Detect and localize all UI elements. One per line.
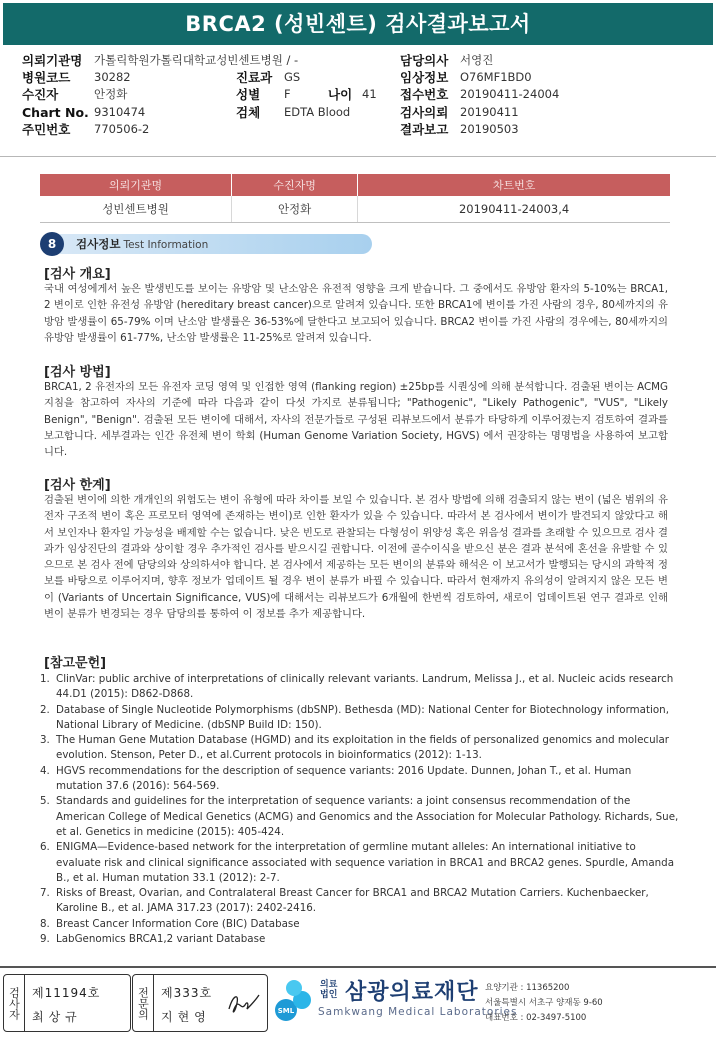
header-divider (0, 156, 716, 157)
report-header (22, 52, 702, 138)
ribbon-icon: 8 (40, 232, 64, 256)
specialist-signature-box (132, 974, 268, 1032)
table-cell: 20190411-24003,4 (358, 196, 670, 223)
signature-scribble (225, 989, 261, 1019)
label-test-requested: 검사의뢰 (400, 104, 449, 120)
org-name-en: Samkwang Medical Laboratories (318, 1006, 518, 1018)
label-result-report: 결과보고 (400, 121, 449, 137)
banner-label-ko: 검사정보 (76, 237, 121, 251)
section-heading-method: [검사 방법] (44, 365, 111, 380)
inspector-vertical-label: 검사자 (4, 975, 25, 1031)
org-type: 의료법인 (320, 980, 338, 1000)
label-hospital-code: 병원코드 (22, 70, 71, 86)
org-info-line: 요양기관 : 11365200 (485, 983, 570, 993)
inspector-signature-box (3, 974, 131, 1032)
section-body-overview: 국내 여성에게서 높은 발생빈도를 보이는 유방암 및 난소암은 유전적 영향을 크게 받습니다. 그 중에서도 유방암 환자의 5-10%는 BRCA1, 2 변이로 인한 유전성 유방암 (hereditary breast cancer)으로 알려져 있습니다. 또한 BRCA1에 변이를 가진 사람의 경우, 80세까지의 유방암 발생률이 65-79% 이며 난소암 발생률은 36-53%에 달한다고 보고되어 있습니다. BRCA2 변이를 가진 사람의 경우에는, 80세까지의 유방암 발생률이 61-77%, 난소암 발생률은 11-25%로 알려져 있습니다. (44, 283, 668, 344)
label-age: 나이 (328, 87, 353, 103)
table-cell: 성빈센트병원 (40, 196, 232, 223)
value-resident-number: 770506-2 (94, 121, 150, 136)
label-resident-number: 주민번호 (22, 121, 71, 137)
value-receipt-number: 20190411-24004 (460, 87, 560, 102)
label-patient: 수진자 (22, 87, 59, 103)
list-item: 4. HGVS recommendations for the description of sequence variants: 2016 Update. Dunnen, Johan T., et al. Human mutation 37.6 (2016): 564-569. (40, 764, 632, 793)
label-specimen: 검체 (236, 104, 261, 120)
section-heading-overview: [검사 개요] (44, 267, 111, 282)
value-age: 41 (362, 87, 377, 102)
inspector-name: 최상규 (32, 1010, 82, 1024)
label-department: 진료과 (236, 70, 273, 86)
list-item: 6. ENIGMA—Evidence-based network for the interpretation of germline mutant alleles: An international initiative to evaluate risk and clinical significance associated with sequence variation in BRCA1 and BRCA2 genes. Spurdle, Amanda B., et al. Human mutation 33.1 (2012): 2-7. (40, 841, 675, 884)
section-body-limitation: 검출된 변이에 의한 개개인의 위험도는 변이 유형에 따라 차이를 보일 수 있습니다. 본 검사 방법에 의해 검출되지 않는 변이 (넓은 범위의 유전자 구조적 변이 혹은 프로모터 영역에 존재하는 변이)로 인한 환자가 있을 수 있습니다. 따라서 본 검사에서 변이가 발견되지 않았다고 해서 보인자나 환자일 가능성을 배제할 수는 없습니다. 낮은 빈도로 관찰되는 다형성이 위양성 혹은 위음성 결과를 초래할 수 있으므로 검사 결과가 임상진단의 결과와 상이할 경우 추가적인 검사를 받으시길 권합니다. 이전에 골수이식을 받으신 분은 결과 분석에 혼선을 유발할 수 있으므로 본 검사 전에 담당의와 상의하셔야 합니다. 본 검사에서 제공하는 모든 변이의 분류와 해석은 이 보고서가 발행되는 당시의 과학적 정보를 바탕으로 이루어지며, 향후 정보가 업데이트 될 경우 변이 분류가 바뀔 수 있습니다. 따라서 현재까지 유의성이 알려지지 않은 모든 변이 (Variants of Uncertain Significance, VUS)에 대해서는 리뷰보드가 6개월에 한번씩 검토하여, 새로이 업데이트된 연구 결과로 인해 변이 분류가 변경되는 경우 담당의를 통하여 이 정보를 추가 제공합니다. (44, 494, 668, 621)
inspector-license: 제11194호 (32, 986, 101, 1000)
list-item: 7. Risks of Breast, Ovarian, and Contralateral Breast Cancer for BRCA1 and BRCA2 Mutation Carriers. Kuchenbaecker, Karoline B., et al. JAMA 317.23 (2017): 2402-2416. (40, 887, 649, 915)
patient-table (40, 174, 670, 223)
specialist-vertical-label: 전문의 (133, 975, 154, 1031)
sml-logo-icon (272, 976, 316, 1024)
label-sex: 성별 (236, 87, 261, 103)
logo-text: SML (277, 1007, 295, 1015)
value-department: GS (284, 70, 301, 85)
value-patient: 안정화 (94, 87, 128, 102)
table-row (40, 196, 670, 223)
list-item: 9. LabGenomics BRCA1,2 variant Database (40, 933, 266, 946)
column-header: 차트번호 (358, 174, 670, 196)
value-sex: F (284, 87, 291, 102)
section-heading-references: [참고문헌] (44, 656, 107, 671)
org-info-line: 서울특별시 서초구 양재동 9-60 (485, 998, 603, 1008)
org-info (485, 981, 603, 1026)
list-item: 3. The Human Gene Mutation Database (HGMD) and its exploitation in the fields of personalized genomics and molecular evolution. Stenson, Peter D., et al.Current protocols in bioinformatics (2012): 1-13. (40, 734, 670, 762)
column-header: 수진자명 (232, 174, 358, 196)
value-test-requested: 20190411 (460, 104, 519, 119)
column-header: 의뢰기관명 (40, 174, 232, 196)
section-heading-limitation: [검사 한계] (44, 478, 111, 493)
list-item: 8. Breast Cancer Information Core (BIC) Database (40, 917, 300, 930)
label-requesting-institution: 의뢰기관명 (22, 53, 83, 68)
label-chart-number: Chart No. (22, 104, 89, 120)
value-attending-doctor: 서영진 (460, 53, 494, 67)
specialist-license: 제333호 (161, 986, 213, 1000)
section-body-method: BRCA1, 2 유전자의 모든 유전자 코딩 영역 및 인접한 영역 (flanking region) ±25bp를 시퀀싱에 의해 분석합니다. 검출된 변이는 ACMG 지침을 참고하여 자사의 기준에 따라 다음과 같이 다섯 가지로 분류됩니다; "Pathogenic", "Likely Pathogenic", "VUS", "Likely Benign", "Benign". 검출된 모든 변이에 대해서, 자사의 전문가들로 구성된 리뷰보드에서 분류가 타당하게 이루어졌는지 검토하여 결과를 보고합니다. 세부결과는 인간 유전체 변이 학회 (Human Genome Variation Society, HGVS) 에서 권장하는 명명법을 사용하여 보고합니다. (44, 381, 668, 459)
banner-label (76, 236, 208, 252)
value-result-report: 20190503 (460, 121, 519, 136)
label-attending-doctor: 담당의사 (400, 53, 449, 68)
list-item: 2. Database of Single Nucleotide Polymorphisms (dbSNP). Bethesda (MD): National Center for Biotechnology information, National Library of Medicine. (dbSNP Build ID: 150). (40, 703, 669, 731)
list-item: 5. Standards and guidelines for the interpretation of sequence variants: a joint consensus recommendation of the American College of Medical Genetics (ACMG) and Genomics and the Association for Molecular Pathology. Richards, Sue, et al. Genetics in medicine (2015): 405-424. (40, 795, 679, 838)
report-title: BRCA2 (성빈센트) 검사결과보고서 (3, 3, 713, 45)
value-clinical-info: O76MF1BD0 (460, 70, 532, 85)
banner-label-en: Test Information (123, 239, 209, 251)
list-item: 1. ClinVar: public archive of interpretations of clinically relevant variants. Landrum, Melissa J., et al. Nucleic acids research 44.D1 (2015): D862-D868. (40, 673, 674, 701)
value-chart-number: 9310474 (94, 104, 146, 119)
label-receipt-number: 접수번호 (400, 87, 449, 103)
value-hospital-code: 30282 (94, 70, 131, 85)
org-name: 삼광의료재단 (345, 980, 479, 1005)
value-specimen: EDTA Blood (284, 104, 351, 119)
org-info-line: 대표번호 : 02-3497-5100 (485, 1013, 587, 1023)
label-clinical-info: 임상정보 (400, 70, 449, 86)
specialist-name: 지현영 (161, 1010, 211, 1024)
reference-list (40, 672, 680, 947)
footer-divider (0, 966, 716, 968)
test-information-banner (40, 232, 372, 256)
table-cell: 안정화 (232, 196, 358, 223)
value-requesting-institution: 가톨릭학원가톨릭대학교성빈센트병원 / - (94, 53, 299, 67)
